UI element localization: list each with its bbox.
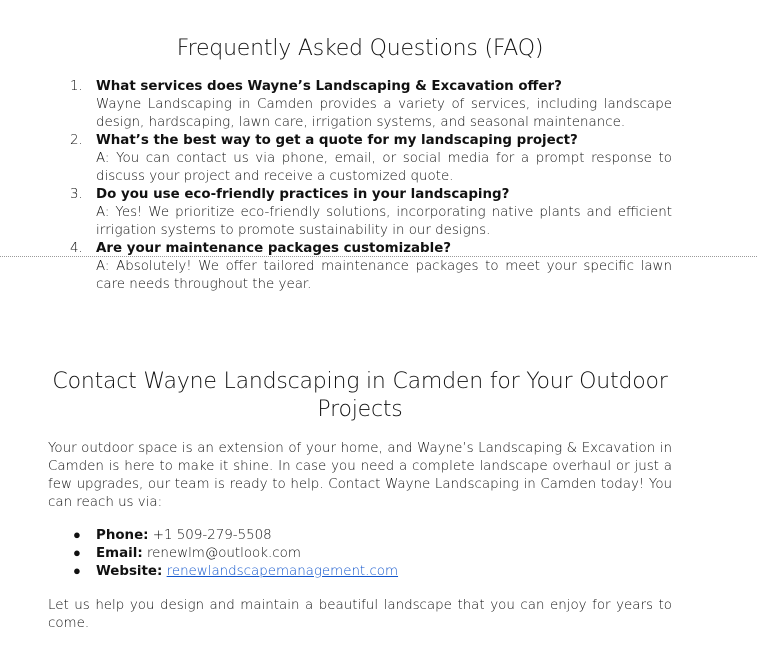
contact-heading: Contact Wayne Landscaping in Camden for Your Outdoor Projects	[52, 369, 668, 422]
faq-question: What services does Wayne’s Landscaping & Excavation offer?	[96, 79, 562, 94]
website-label: Website:	[96, 564, 163, 579]
faq-answer: A: Absolutely! We offer tailored maintenance packages to meet your specific lawn care needs throughout the year.	[96, 259, 672, 292]
contact-phone-item	[48, 527, 672, 545]
faq-item-number: 4.	[70, 241, 83, 256]
faq-item	[48, 132, 672, 186]
contact-website-item	[48, 563, 672, 581]
contact-email-item	[48, 545, 672, 563]
website-link[interactable]: renewlandscapemanagement.com	[166, 564, 399, 579]
contact-intro-paragraph: Your outdoor space is an extension of your home, and Wayne’s Landscaping & Excavation in Camden is here to make it shine. In case you need a complete landscape overhaul or just a few upgrades, our team is ready to help. Contact Wayne Landscaping in Camden today! You can reach us via:	[48, 441, 672, 510]
email-value: renewlm@outlook.com	[146, 546, 301, 561]
email-label: Email:	[96, 546, 143, 561]
faq-item	[48, 240, 672, 294]
closing-paragraph: Let us help you design and maintain a beautiful landscape that you can enjoy for years to come.	[48, 598, 672, 631]
faq-item	[48, 186, 672, 240]
faq-item-number: 2.	[70, 133, 83, 148]
bullet-icon: ●	[73, 564, 81, 579]
phone-label: Phone:	[96, 528, 149, 543]
faq-item	[48, 78, 672, 132]
faq-list	[48, 78, 672, 294]
faq-answer: Wayne Landscaping in Camden provides a variety of services, including landscape design, hardscaping, lawn care, irrigation systems, and seasonal maintenance.	[96, 97, 672, 130]
faq-question: What’s the best way to get a quote for my landscaping project?	[96, 133, 578, 148]
faq-answer: A: Yes! We prioritize eco-friendly solutions, incorporating native plants and efficient irrigation systems to promote sustainability in our designs.	[96, 205, 672, 238]
bullet-icon: ●	[73, 546, 81, 561]
faq-item-number: 1.	[70, 79, 83, 94]
faq-answer: A: You can contact us via phone, email, or social media for a prompt response to discuss your project and receive a customized quote.	[96, 151, 672, 184]
faq-question: Do you use eco-friendly practices in your landscaping?	[96, 187, 510, 202]
contact-methods-list	[48, 527, 672, 581]
faq-item-number: 3.	[70, 187, 83, 202]
faq-heading: Frequently Asked Questions (FAQ)	[176, 36, 544, 61]
bullet-icon: ●	[73, 528, 81, 543]
faq-question: Are your maintenance packages customizable?	[96, 241, 452, 256]
phone-value: +1 509-279-5508	[152, 528, 272, 543]
